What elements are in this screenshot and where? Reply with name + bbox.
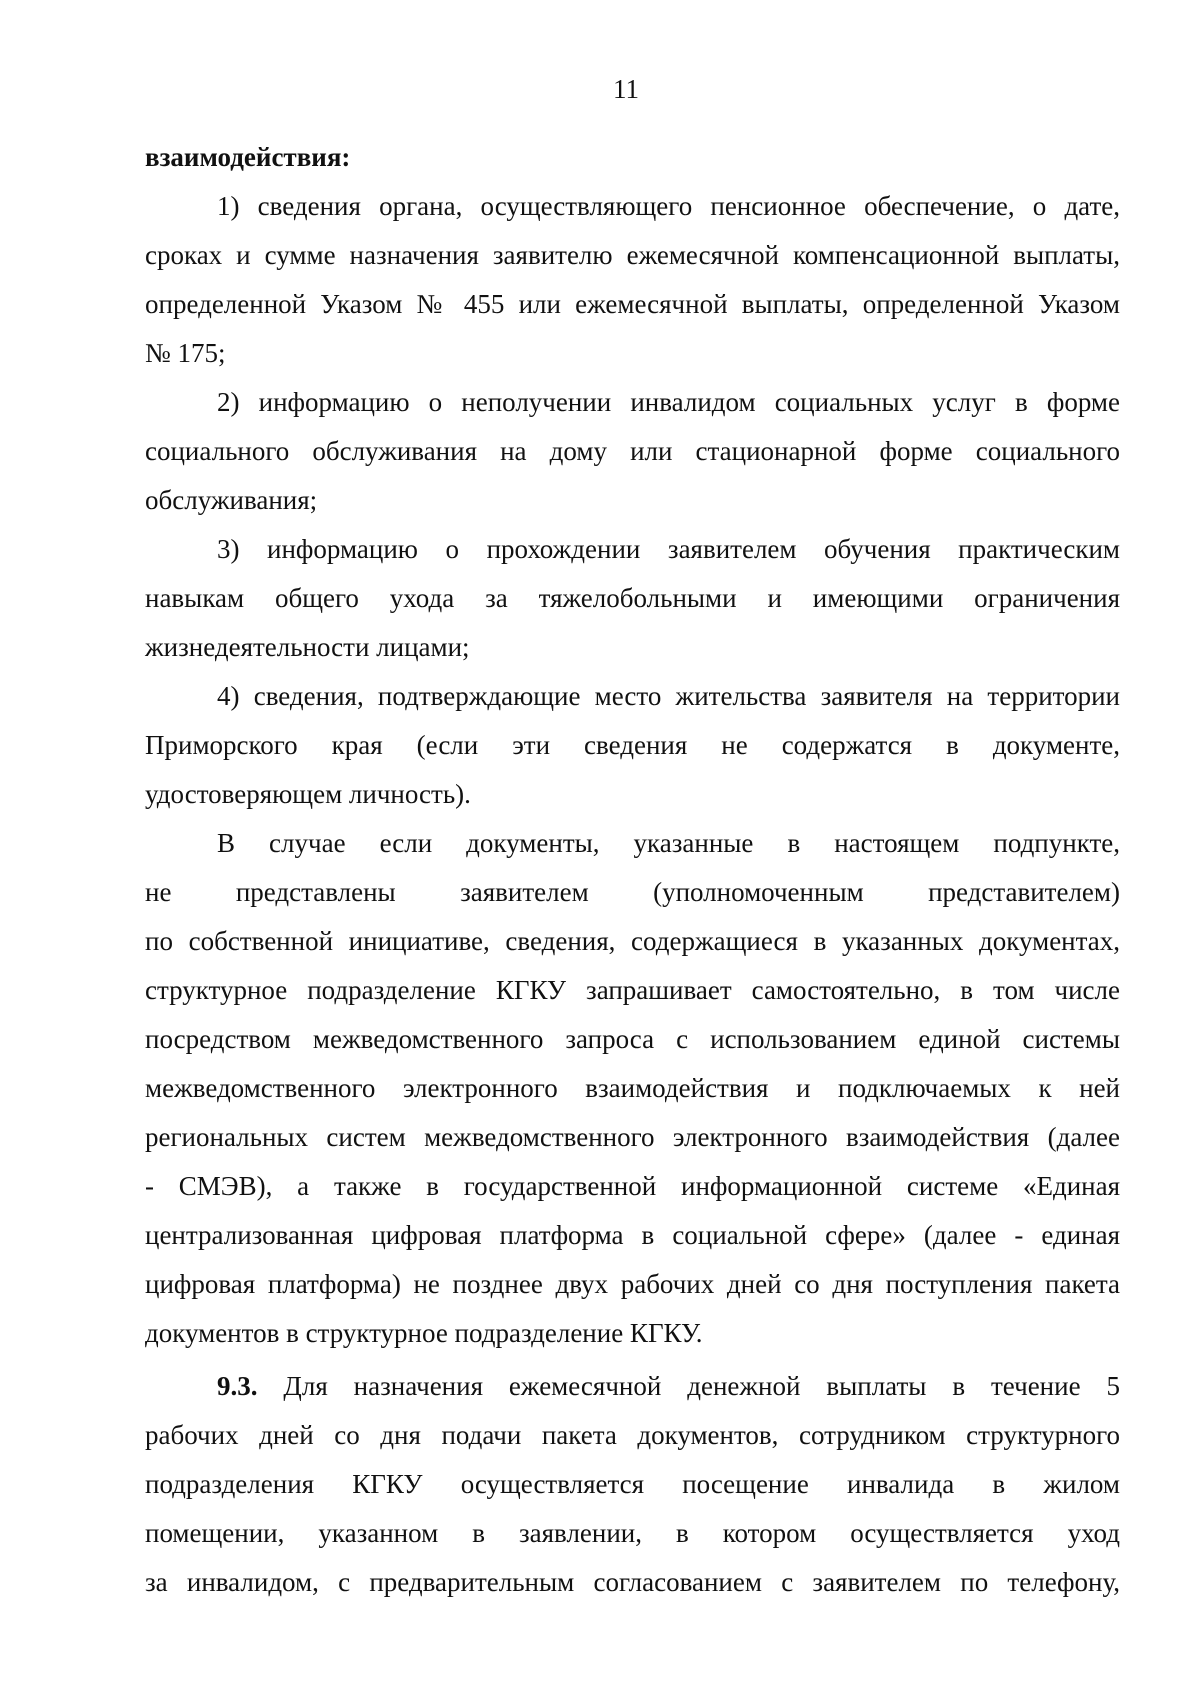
text-line: определенной Указом № 455 или ежемесячной выплаты, определенной Указом bbox=[145, 289, 1120, 319]
text-line: подразделения КГКУ осуществляется посещение инвалида в жилом bbox=[145, 1469, 1120, 1499]
list-item-4 bbox=[145, 672, 1120, 819]
text-line: цифровая платформа) не позднее двух рабочих дней со дня поступления пакета bbox=[145, 1269, 1120, 1299]
text-line: 1) сведения органа, осуществляющего пенсионное обеспечение, о дате, bbox=[217, 191, 1120, 221]
text-line: помещении, указанном в заявлении, в котором осуществляется уход bbox=[145, 1518, 1120, 1548]
page-number: 11 bbox=[613, 74, 639, 104]
section-number: 9.3. bbox=[217, 1371, 258, 1401]
text-line: 3) информацию о прохождении заявителем обучения практическим bbox=[217, 534, 1120, 564]
text-line: региональных систем межведомственного электронного взаимодействия (далее bbox=[145, 1122, 1120, 1152]
text-line: межведомственного электронного взаимодействия и подключаемых к ней bbox=[145, 1073, 1120, 1103]
text-line: сроках и сумме назначения заявителю ежемесячной компенсационной выплаты, bbox=[145, 240, 1120, 270]
section-heading: взаимодействия: bbox=[145, 142, 351, 172]
text-line: жизнедеятельности лицами; bbox=[145, 632, 470, 662]
text-line: 2) информацию о неполучении инвалидом социальных услуг в форме bbox=[217, 387, 1120, 417]
text-line: Приморского края (если эти сведения не содержатся в документе, bbox=[145, 730, 1120, 760]
list-item-2 bbox=[145, 378, 1120, 525]
text-line: посредством межведомственного запроса с использованием единой системы bbox=[145, 1024, 1120, 1054]
section-first-line: Для назначения ежемесячной денежной выплаты в течение 5 bbox=[257, 1371, 1120, 1401]
text-line bbox=[145, 1362, 1120, 1411]
text-line: централизованная цифровая платформа в социальной сфере» (далее - единая bbox=[145, 1220, 1120, 1250]
text-line: В случае если документы, указанные в настоящем подпункте, bbox=[217, 828, 1120, 858]
text-line: по собственной инициативе, сведения, содержащиеся в указанных документах, bbox=[145, 926, 1120, 956]
text-line: структурное подразделение КГКУ запрашивает самостоятельно, в том числе bbox=[145, 975, 1120, 1005]
text-line: навыкам общего ухода за тяжелобольными и имеющими ограничения bbox=[145, 583, 1120, 613]
text-line: рабочих дней со дня подачи пакета документов, сотрудником структурного bbox=[145, 1420, 1120, 1450]
document-body bbox=[145, 133, 1120, 1607]
paragraph-smev bbox=[145, 819, 1120, 1358]
list-item-3 bbox=[145, 525, 1120, 672]
list-item-1 bbox=[145, 182, 1120, 378]
text-line: № 175; bbox=[145, 338, 226, 368]
text-line: - СМЭВ), а также в государственной информационной системе «Единая bbox=[145, 1171, 1120, 1201]
text-line: удостоверяющем личность). bbox=[145, 779, 471, 809]
section-9-3 bbox=[145, 1362, 1120, 1607]
text-line: обслуживания; bbox=[145, 485, 318, 515]
text-line: не представлены заявителем (уполномоченным представителем) bbox=[145, 877, 1120, 907]
text-line: 4) сведения, подтверждающие место жительства заявителя на территории bbox=[217, 681, 1120, 711]
text-line: документов в структурное подразделение КГКУ. bbox=[145, 1318, 703, 1348]
text-line: социального обслуживания на дому или стационарной форме социального bbox=[145, 436, 1120, 466]
text-line: за инвалидом, с предварительным согласованием с заявителем по телефону, bbox=[145, 1567, 1120, 1597]
